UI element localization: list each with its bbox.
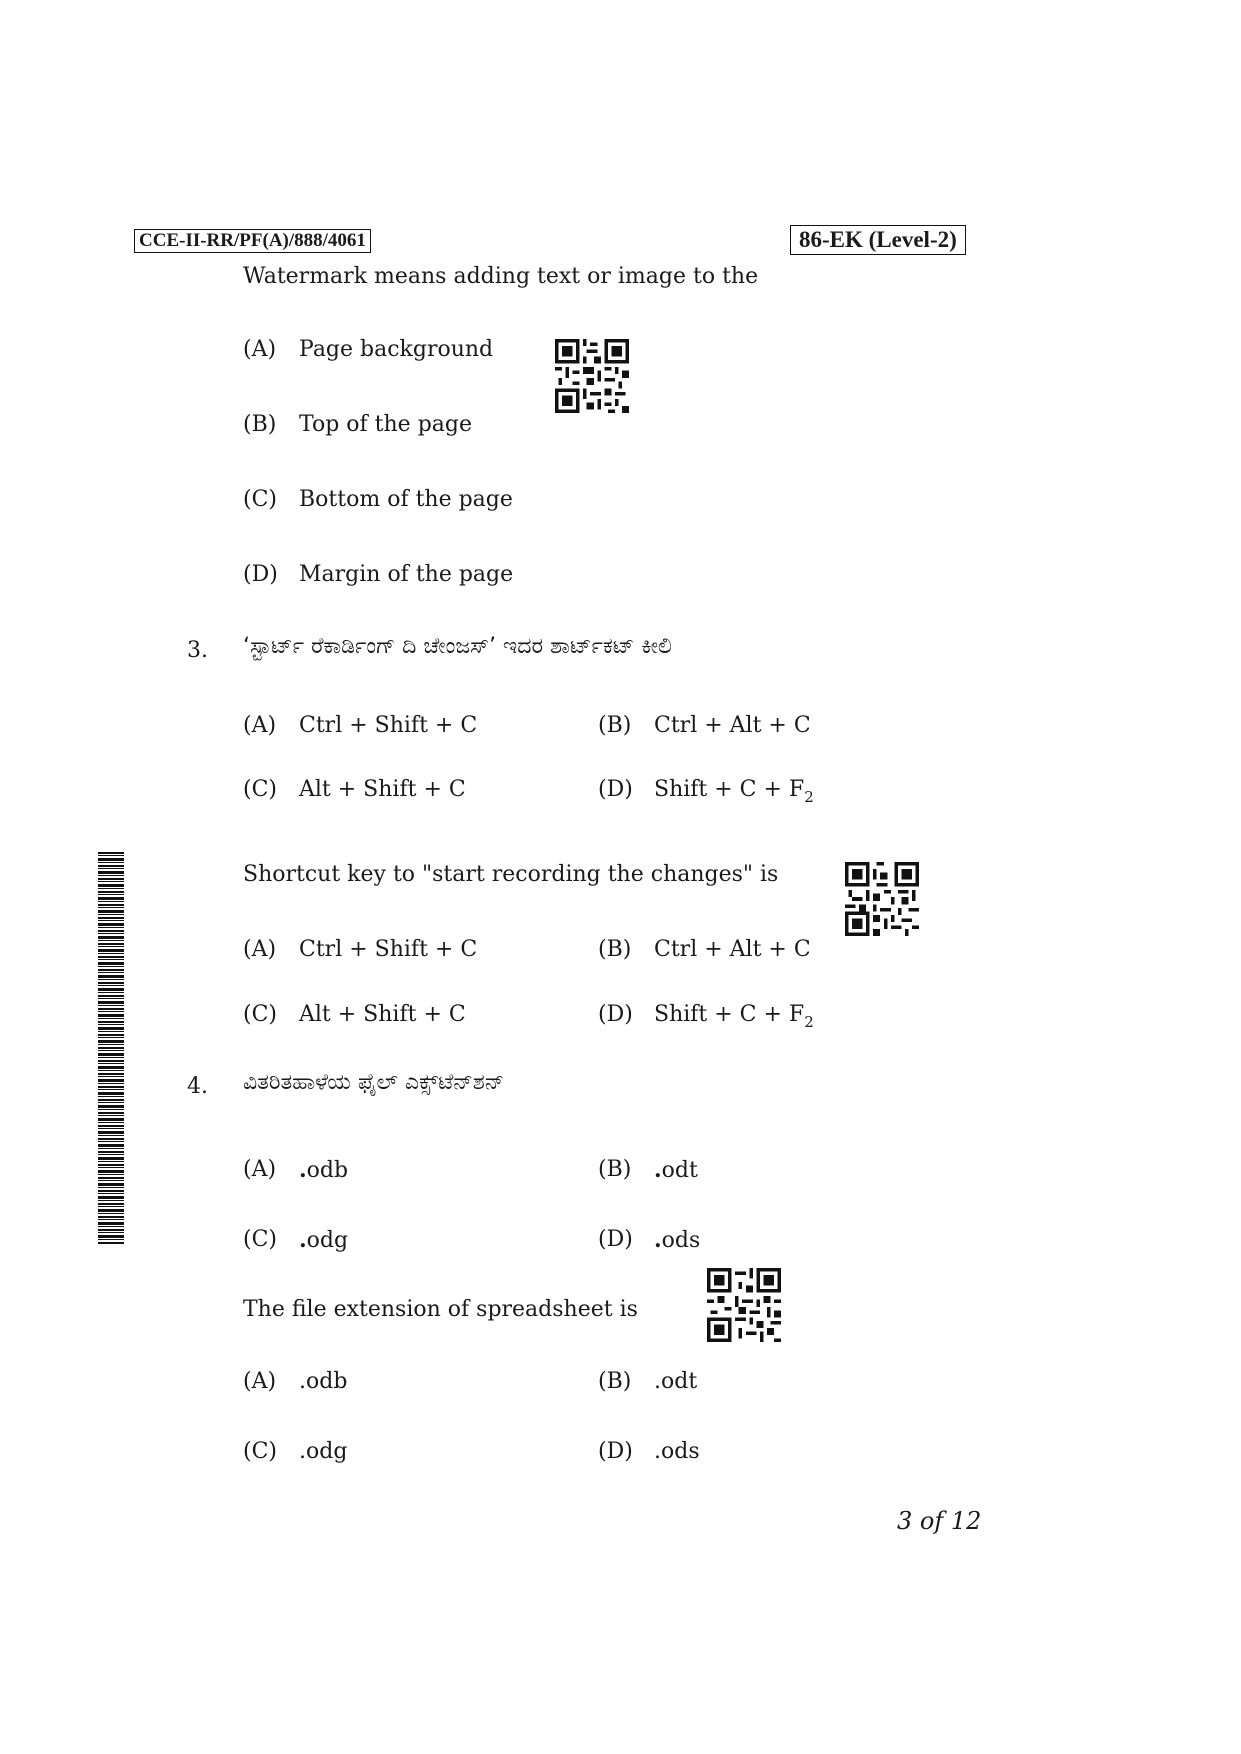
q4k-option-c-text: .odg xyxy=(299,1227,349,1253)
q3e-option-d-text: Shift + $C + F_2$ xyxy=(654,1002,814,1031)
paper-level: 86-EK (Level-2) xyxy=(790,225,966,255)
q3k-option-d-text: Shift + $C + F_2$ xyxy=(654,777,814,806)
subscript: 2 xyxy=(804,788,814,806)
q4k-option-a-label: (A) xyxy=(243,1157,277,1182)
q2-option-b-text: Top of the page xyxy=(299,412,472,437)
q4k-option-b-text: .odt xyxy=(654,1157,698,1183)
q4k-option-d-text: .ods xyxy=(654,1227,701,1253)
q4e-option-d-label: (D) xyxy=(598,1439,633,1464)
q4e-option-c-label: (C) xyxy=(243,1439,277,1464)
q4e-option-b-label: (B) xyxy=(598,1369,632,1394)
paper-code: CCE-II-RR/PF(A)/888/4061 xyxy=(134,229,371,253)
q4e-option-d-text: .ods xyxy=(654,1439,700,1464)
q2-option-d-label: (D) xyxy=(243,562,278,587)
q4-stem-kannada: ವಿತರಿತಹಾಳೆಯ ಫೈಲ್ ಎಕ್ಸ್‌ಟೆನ್‌ಶನ್ xyxy=(243,1070,505,1095)
q3e-option-b-text: Ctrl + Alt + C xyxy=(654,937,811,962)
q4e-option-b-text: .odt xyxy=(654,1369,698,1394)
q3-stem-english: Shortcut key to "start recording the changes" is xyxy=(243,862,779,887)
q4-stem-english: The file extension of spreadsheet is xyxy=(243,1297,638,1322)
q3e-option-b-label: (B) xyxy=(598,937,632,962)
q2-stem-english: Watermark means adding text or image to the xyxy=(243,264,759,289)
q4e-option-c-text: .odg xyxy=(299,1439,348,1464)
q2-option-c-label: (C) xyxy=(243,487,277,512)
q2-option-a-label: (A) xyxy=(243,337,277,362)
q3k-option-c-text: Alt + Shift + C xyxy=(299,777,466,802)
page-number: 3 of 12 xyxy=(897,1507,982,1535)
q2-option-d-text: Margin of the page xyxy=(299,562,514,587)
q3e-option-a-text: Ctrl + Shift + C xyxy=(299,937,478,962)
q4k-option-c-label: (C) xyxy=(243,1227,277,1252)
q3k-option-b-label: (B) xyxy=(598,713,632,738)
q3e-option-c-text: Alt + Shift + C xyxy=(299,1002,466,1027)
q4e-option-a-text: .odb xyxy=(299,1369,348,1394)
q2-option-a-text: Page background xyxy=(299,337,494,362)
q3k-option-c-label: (C) xyxy=(243,777,277,802)
q3e-option-c-label: (C) xyxy=(243,1002,277,1027)
q4e-option-a-label: (A) xyxy=(243,1369,277,1394)
q4k-option-d-label: (D) xyxy=(598,1227,633,1252)
q3e-option-a-label: (A) xyxy=(243,937,277,962)
qr-code-3 xyxy=(707,1268,781,1342)
q2-option-b-label: (B) xyxy=(243,412,277,437)
q3-stem-kannada: ‘ಸ್ಟಾರ್ಟ್ ರೆಕಾರ್ಡಿಂಗ್ ದಿ ಚೇಂಜಸ್’ ಇದರ ಶಾರ್ಟ್‌ಕಟ್ ಕೀಲಿ xyxy=(243,634,672,659)
q4-number: 4. xyxy=(187,1074,208,1099)
qr-code-2 xyxy=(845,862,919,936)
q3k-option-b-text: Ctrl + Alt + C xyxy=(654,713,811,738)
q3k-option-a-label: (A) xyxy=(243,713,277,738)
q2-option-c-text: Bottom of the page xyxy=(299,487,513,512)
q3-number: 3. xyxy=(187,638,208,663)
subscript: 2 xyxy=(804,1013,814,1031)
q3k-option-d-label: (D) xyxy=(598,777,633,802)
side-barcode xyxy=(98,852,124,1244)
q4k-option-a-text: .odb xyxy=(299,1157,349,1183)
q3k-option-a-text: Ctrl + Shift + C xyxy=(299,713,478,738)
q4k-option-b-label: (B) xyxy=(598,1157,632,1182)
qr-code-1 xyxy=(555,339,629,413)
q3e-option-d-label: (D) xyxy=(598,1002,633,1027)
